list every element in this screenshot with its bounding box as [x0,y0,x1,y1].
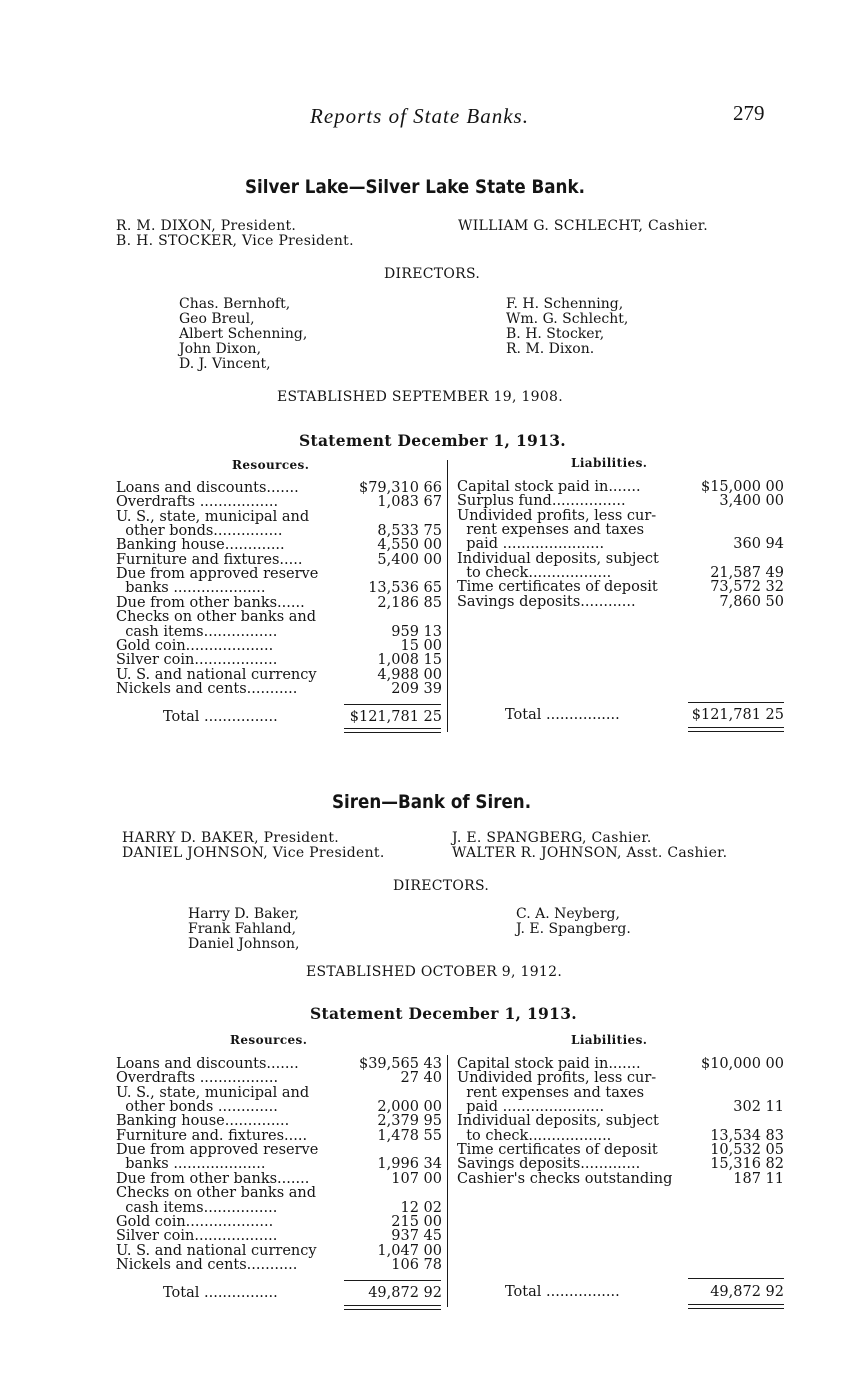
directors-heading: DIRECTORS. [384,266,481,282]
resources-item-amount: 8,533 75 [377,523,442,540]
resources-item-label: U. S. and national currency [116,1243,317,1259]
resources-total-label: Total ................ [163,710,278,725]
liabilities-total-label: Total ................ [505,1285,620,1300]
director-name: Albert Schenning, [179,326,308,342]
liabilities-total-amount: $121,781 25 [691,707,784,723]
resources-item-label: Banking house.............. [116,1114,290,1129]
director-name: R. M. Dixon. [506,341,595,357]
resources-item-amount: 12 02 [400,1199,442,1216]
liabilities-item-label: rent expenses and taxes [457,1085,645,1101]
officer-cashier: WILLIAM G. SCHLECHT, Cashier. [458,218,708,234]
bank-title: Siren—Bank of Siren. [332,791,532,813]
liabilities-item-amount: 15,316 82 [710,1156,784,1173]
established-date: ESTABLISHED SEPTEMBER 19, 1908. [277,389,564,405]
liabilities-item-label: Individual deposits, subject [457,1114,659,1129]
resources-item-amount: 27 40 [400,1070,442,1087]
double-rule [688,727,784,728]
page-number: 279 [733,101,765,125]
liabilities-heading: Liabilities. [571,456,648,470]
resources-total-label: Total ................ [163,1286,278,1301]
resources-item-amount: 209 39 [391,680,442,697]
resources-item-label: banks .................... [116,581,266,597]
resources-item-amount: 5,400 00 [377,551,442,568]
liabilities-total-amount: 49,872 92 [710,1284,784,1300]
liabilities-item-label: Undivided profits, less cur- [457,1071,657,1086]
officer-cashier: J. E. SPANGBERG, Cashier. [452,830,652,846]
resources-item-label: Gold coin................... [116,638,274,654]
liabilities-item-label: Surplus fund................ [457,494,626,509]
resources-item-label: Silver coin.................. [116,653,278,668]
total-rule [344,704,441,705]
director-name: Daniel Johnson, [188,936,300,952]
liabilities-item-label: Savings deposits............. [457,1157,641,1173]
resources-item-amount: 4,988 00 [377,666,442,683]
column-divider [447,460,448,732]
statement-heading: Statement December 1, 1913. [299,431,566,450]
total-rule [688,1278,784,1279]
resources-item-label: other bonds............... [116,524,283,539]
column-divider [447,1055,448,1307]
resources-item-label: U. S. and national currency [116,667,317,683]
liabilities-item-amount: 360 94 [733,536,784,553]
liabilities-item-label: Time certificates of deposit [457,580,658,596]
resources-item-amount: 937 45 [391,1228,442,1245]
resources-item-amount: 106 78 [391,1256,442,1273]
director-name: Geo Breul, [179,311,255,327]
resources-item-label: Overdrafts ................. [116,495,279,510]
resources-item-amount: 215 00 [391,1213,442,1230]
officer-vice-president: DANIEL JOHNSON, Vice President. [122,845,385,861]
double-rule [688,731,784,732]
resources-total-amount: $121,781 25 [349,709,442,725]
resources-item-label: U. S., state, municipal and [116,509,310,525]
resources-item-label: Loans and discounts....... [116,481,299,496]
resources-item-amount: 1,008 15 [377,652,442,669]
resources-item-amount: 2,186 85 [377,594,442,611]
resources-item-label: Gold coin................... [116,1214,274,1230]
officer-president: R. M. DIXON, President. [116,218,297,234]
officer-asst-cashier: WALTER R. JOHNSON, Asst. Cashier. [452,845,728,861]
resources-heading: Resources. [232,458,310,472]
liabilities-item-label: paid ...................... [457,537,605,552]
liabilities-item-amount: $15,000 00 [700,479,784,495]
bank-title: Silver Lake—Silver Lake State Bank. [245,176,585,198]
liabilities-item-label: Savings deposits............ [457,594,636,610]
liabilities-item-amount: 10,532 05 [710,1142,784,1159]
resources-item-amount: 107 00 [391,1170,442,1187]
director-name: Frank Fahland, [188,921,297,937]
liabilities-item-label: to check.................. [457,566,612,581]
resources-item-label: Nickels and cents........... [116,1257,298,1273]
liabilities-item-amount: $10,000 00 [700,1056,784,1072]
director-name: F. H. Schenning, [506,296,624,312]
liabilities-item-label: rent expenses and taxes [457,523,645,538]
resources-item-label: Silver coin.................. [116,1229,278,1244]
resources-item-label: Furniture and fixtures..... [116,552,303,568]
officer-vice-president: B. H. STOCKER, Vice President. [116,233,354,249]
resources-item-amount: 15 00 [400,637,442,654]
liabilities-item-amount: 13,534 83 [710,1127,784,1144]
resources-item-label: Due from approved reserve [116,1143,319,1158]
liabilities-item-label: Undivided profits, less cur- [457,508,657,524]
double-rule [688,1308,784,1309]
liabilities-item-label: Time certificates of deposit [457,1143,658,1158]
resources-item-label: Due from approved reserve [116,567,319,582]
resources-item-label: other bonds ............. [116,1100,278,1115]
director-name: J. E. Spangberg. [516,921,631,937]
resources-item-label: Checks on other banks and [116,610,317,625]
resources-item-label: cash items................ [116,624,278,640]
resources-item-amount: $39,565 43 [358,1056,442,1072]
resources-item-label: Furniture and. fixtures..... [116,1128,308,1144]
directors-heading: DIRECTORS. [393,878,490,894]
resources-item-amount: 1,996 34 [377,1156,442,1173]
liabilities-item-label: Individual deposits, subject [457,551,659,567]
liabilities-item-amount: 187 11 [733,1170,784,1187]
director-name: D. J. Vincent, [179,356,271,372]
double-rule [344,1309,441,1310]
resources-item-amount: $79,310 66 [358,480,442,496]
director-name: Chas. Bernhoft, [179,296,291,312]
double-rule [344,1305,441,1306]
liabilities-item-label: Cashier's checks outstanding [457,1171,673,1187]
director-name: Wm. G. Schlecht, [506,311,629,327]
resources-item-amount: 4,550 00 [377,537,442,554]
liabilities-item-amount: 302 11 [733,1099,784,1116]
resources-item-amount: 1,083 67 [377,494,442,511]
established-date: ESTABLISHED OCTOBER 9, 1912. [306,964,563,980]
liabilities-item-amount: 73,572 32 [710,579,784,596]
officer-president: HARRY D. BAKER, President. [122,830,340,846]
resources-item-label: U. S., state, municipal and [116,1085,310,1101]
double-rule [688,1304,784,1305]
liabilities-item-label: to check.................. [457,1128,612,1144]
resources-item-amount: 959 13 [391,623,442,640]
running-title: Reports of State Banks. [310,104,529,128]
resources-item-label: Due from other banks....... [116,1171,310,1187]
resources-item-label: Nickels and cents........... [116,681,298,697]
resources-item-amount: 1,047 00 [377,1242,442,1259]
double-rule [344,728,441,729]
resources-item-label: Overdrafts ................. [116,1071,279,1086]
director-name: John Dixon, [179,341,262,357]
resources-item-amount: 13,536 65 [368,580,442,597]
resources-heading: Resources. [230,1033,308,1047]
resources-item-label: Due from other banks...... [116,595,305,611]
resources-item-label: Loans and discounts....... [116,1057,299,1072]
liabilities-item-amount: 3,400 00 [719,493,784,510]
resources-total-amount: 49,872 92 [368,1285,442,1301]
director-name: Harry D. Baker, [188,906,299,922]
director-name: C. A. Neyberg, [516,906,620,922]
liabilities-item-label: Capital stock paid in....... [457,1057,641,1072]
statement-heading: Statement December 1, 1913. [310,1004,577,1023]
liabilities-item-amount: 21,587 49 [710,565,784,582]
liabilities-total-label: Total ................ [505,708,620,723]
liabilities-item-amount: 7,860 50 [719,593,784,610]
resources-item-label: cash items................ [116,1200,278,1216]
resources-item-label: Checks on other banks and [116,1186,317,1201]
double-rule [344,732,441,733]
resources-item-label: banks .................... [116,1157,266,1173]
resources-item-label: Banking house............. [116,538,285,553]
liabilities-item-label: Capital stock paid in....... [457,480,641,495]
total-rule [344,1280,441,1281]
liabilities-item-label: paid ...................... [457,1100,605,1115]
director-name: B. H. Stocker, [506,326,605,342]
resources-item-amount: 1,478 55 [377,1127,442,1144]
resources-item-amount: 2,379 95 [377,1113,442,1130]
liabilities-heading: Liabilities. [571,1033,648,1047]
total-rule [688,702,784,703]
resources-item-amount: 2,000 00 [377,1099,442,1116]
